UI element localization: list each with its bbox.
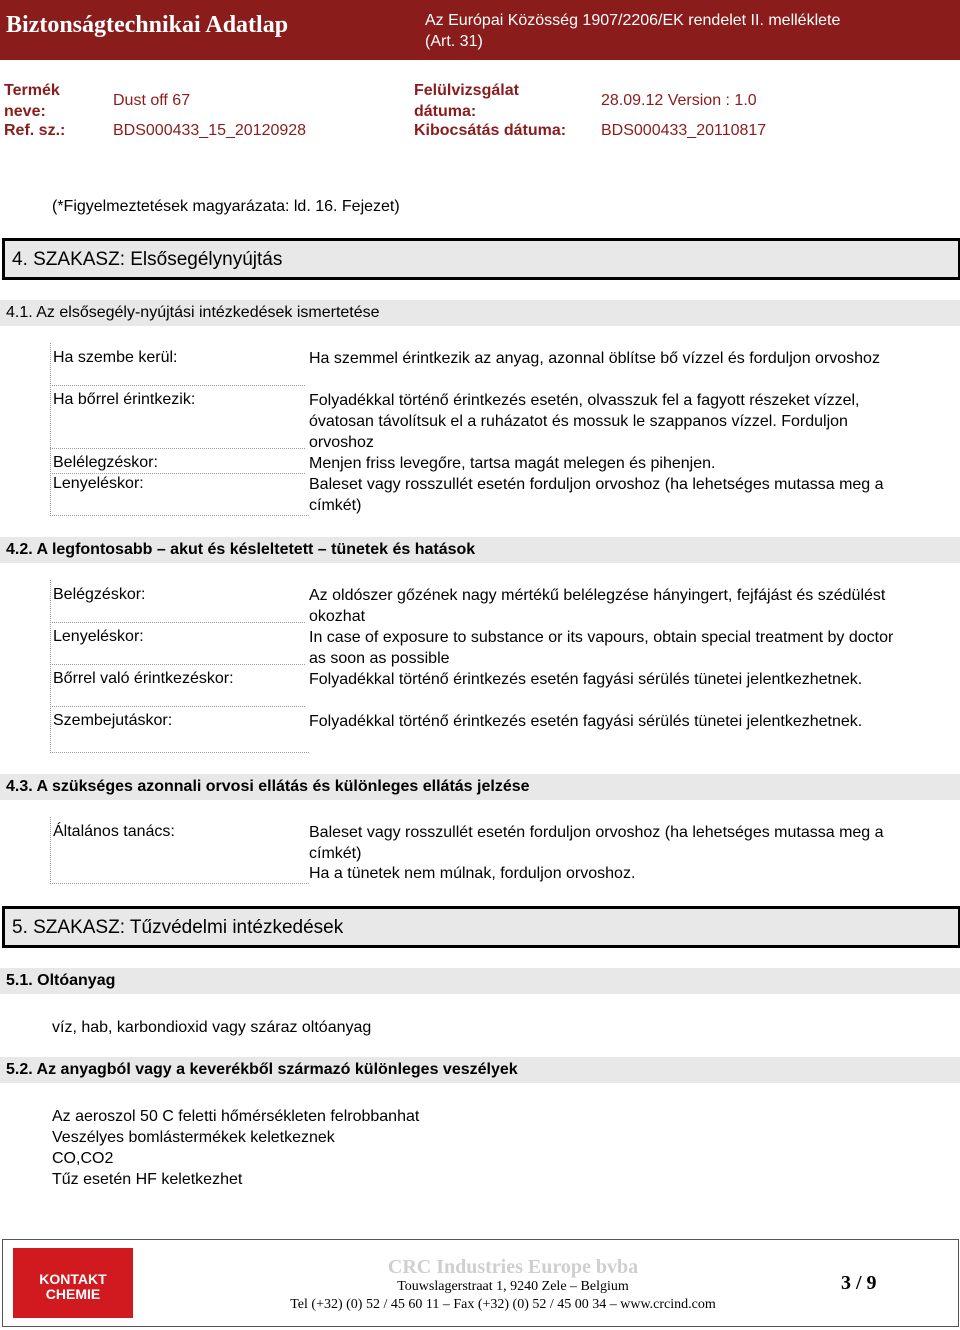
logo-text — [13, 1272, 133, 1302]
ingestion-value: Baleset vagy rosszullét esetén forduljon orvoshoz (ha lehetséges mutassa meg a címkét) — [309, 476, 884, 514]
subsection-4-2-bar — [0, 537, 960, 563]
subsection-5-2-title: 5.2. Az anyagból vagy a keverékből származó különleges veszélyek — [6, 1061, 518, 1078]
row-divider — [50, 385, 305, 386]
symptom-ingestion-value: In case of exposure to substance or its vapours, obtain special treatment by doctor as soon as possible — [309, 629, 894, 667]
subsection-4-3-title: 4.3. A szükséges azonnali orvosi ellátás és különleges ellátás jelzése — [6, 778, 530, 795]
ref-label: Ref. sz.: — [4, 122, 66, 139]
product-value: Dust off 67 — [113, 92, 191, 109]
symptom-inhalation-label: Belégzéskor: — [53, 586, 146, 603]
row-divider — [50, 664, 305, 665]
hazard-line-2: Veszélyes bomlástermékek keletkeznek — [52, 1129, 335, 1146]
ref-value: BDS000433_15_20120928 — [113, 122, 307, 139]
symptom-eye-value: Folyadékkal történő érintkezés esetén fagyási sérülés tünetei jelentkezhetnek. — [309, 713, 863, 730]
section-5-title: 5. SZAKASZ: Tűzvédelmi intézkedések — [12, 917, 344, 938]
revision-label: Felülvizsgálat dátuma: — [414, 82, 519, 120]
general-advice-value-1: Baleset vagy rosszullét esetén forduljon orvoshoz (ha lehetséges mutassa meg a címkét) — [309, 824, 884, 862]
symptom-skin-value: Folyadékkal történő érintkezés esetén fagyási sérülés tünetei jelentkezhetnek. — [309, 671, 863, 688]
symptom-eye-label: Szembejutáskor: — [53, 712, 173, 729]
subsection-4-2-title: 4.2. A legfontosabb – akut és késleltetett – tünetek és hatások — [6, 541, 476, 558]
hazard-line-3: CO,CO2 — [52, 1150, 114, 1167]
symptom-ingestion-label: Lenyeléskor: — [53, 628, 144, 645]
document-title: Biztonságtechnikai Adatlap — [6, 12, 289, 38]
inhalation-label: Belélegzéskor: — [53, 454, 158, 471]
row-divider — [50, 706, 305, 707]
general-advice-label: Általános tanács: — [53, 823, 175, 840]
subsection-5-1-bar — [0, 968, 960, 994]
skin-contact-value: Folyadékkal történő érintkezés esetén, olvasszuk fel a fagyott részeket vízzel, óvatosan távolítsuk el a ruházatot és mossuk le szappanos vízzel. Forduljon orvoshoz — [309, 392, 860, 451]
row-divider — [50, 448, 305, 449]
company-contact: Tel (+32) (0) 52 / 45 60 11 – Fax (+32) (0) 52 / 45 00 34 – www.crcind.com — [290, 1297, 716, 1312]
section-4-title: 4. SZAKASZ: Elsősegélynyújtás — [12, 249, 283, 270]
skin-contact-label: Ha bőrrel érintkezik: — [53, 391, 196, 408]
hazard-line-1: Az aeroszol 50 C feletti hőmérsékleten felrobbanhat — [52, 1108, 420, 1125]
warning-note: (*Figyelmeztetések magyarázata: ld. 16. Fejezet) — [52, 198, 400, 215]
subsection-4-1-bar — [0, 300, 960, 326]
hazard-line-4: Tűz esetén HF keletkezhet — [52, 1171, 243, 1188]
kontakt-chemie-logo — [13, 1248, 133, 1318]
issue-label: Kibocsátás dátuma: — [414, 122, 567, 139]
company-name: CRC Industries Europe bvba — [387, 1256, 639, 1278]
logo-line-2: CHEMIE — [45, 1286, 101, 1302]
subsection-4-1-title: 4.1. Az elsősegély-nyújtási intézkedések ismertetése — [6, 304, 380, 321]
extinguishing-media-text: víz, hab, karbondioxid vagy száraz oltóanyag — [52, 1019, 372, 1036]
regulation-text: Az Európai Közösség 1907/2206/EK rendelet II. melléklete (Art. 31) — [425, 12, 841, 50]
ingestion-label: Lenyeléskor: — [53, 475, 144, 492]
general-advice-value-2: Ha a tünetek nem múlnak, forduljon orvoshoz. — [309, 865, 636, 882]
section-5-header — [2, 906, 960, 948]
page-number: 3 / 9 — [841, 1272, 877, 1294]
product-label: Termék neve: — [4, 82, 60, 120]
page-footer — [2, 1239, 959, 1327]
row-divider — [50, 622, 305, 623]
section-4-header — [2, 238, 960, 280]
subsection-5-2-bar — [0, 1057, 960, 1083]
company-address: Touwslagerstraat 1, 9240 Zele – Belgium — [397, 1279, 629, 1294]
row-divider — [50, 473, 305, 474]
revision-value: 28.09.12 Version : 1.0 — [601, 92, 757, 109]
subsection-4-3-bar — [0, 774, 960, 800]
issue-value: BDS000433_20110817 — [601, 122, 767, 139]
logo-line-1: KONTAKT — [39, 1271, 107, 1287]
inhalation-value: Menjen friss levegőre, tartsa magát melegen és pihenjen. — [309, 455, 716, 472]
symptom-inhalation-value: Az oldószer gőzének nagy mértékű belélegzése hányingert, fejfájást és szédülést okozhat — [309, 587, 886, 625]
eye-contact-label: Ha szembe kerül: — [53, 349, 178, 366]
subsection-5-1-title: 5.1. Oltóanyag — [6, 972, 116, 989]
symptom-skin-label: Bőrrel való érintkezéskor: — [53, 670, 234, 687]
eye-contact-value: Ha szemmel érintkezik az anyag, azonnal öblítse bő vízzel és forduljon orvoshoz — [309, 350, 880, 367]
